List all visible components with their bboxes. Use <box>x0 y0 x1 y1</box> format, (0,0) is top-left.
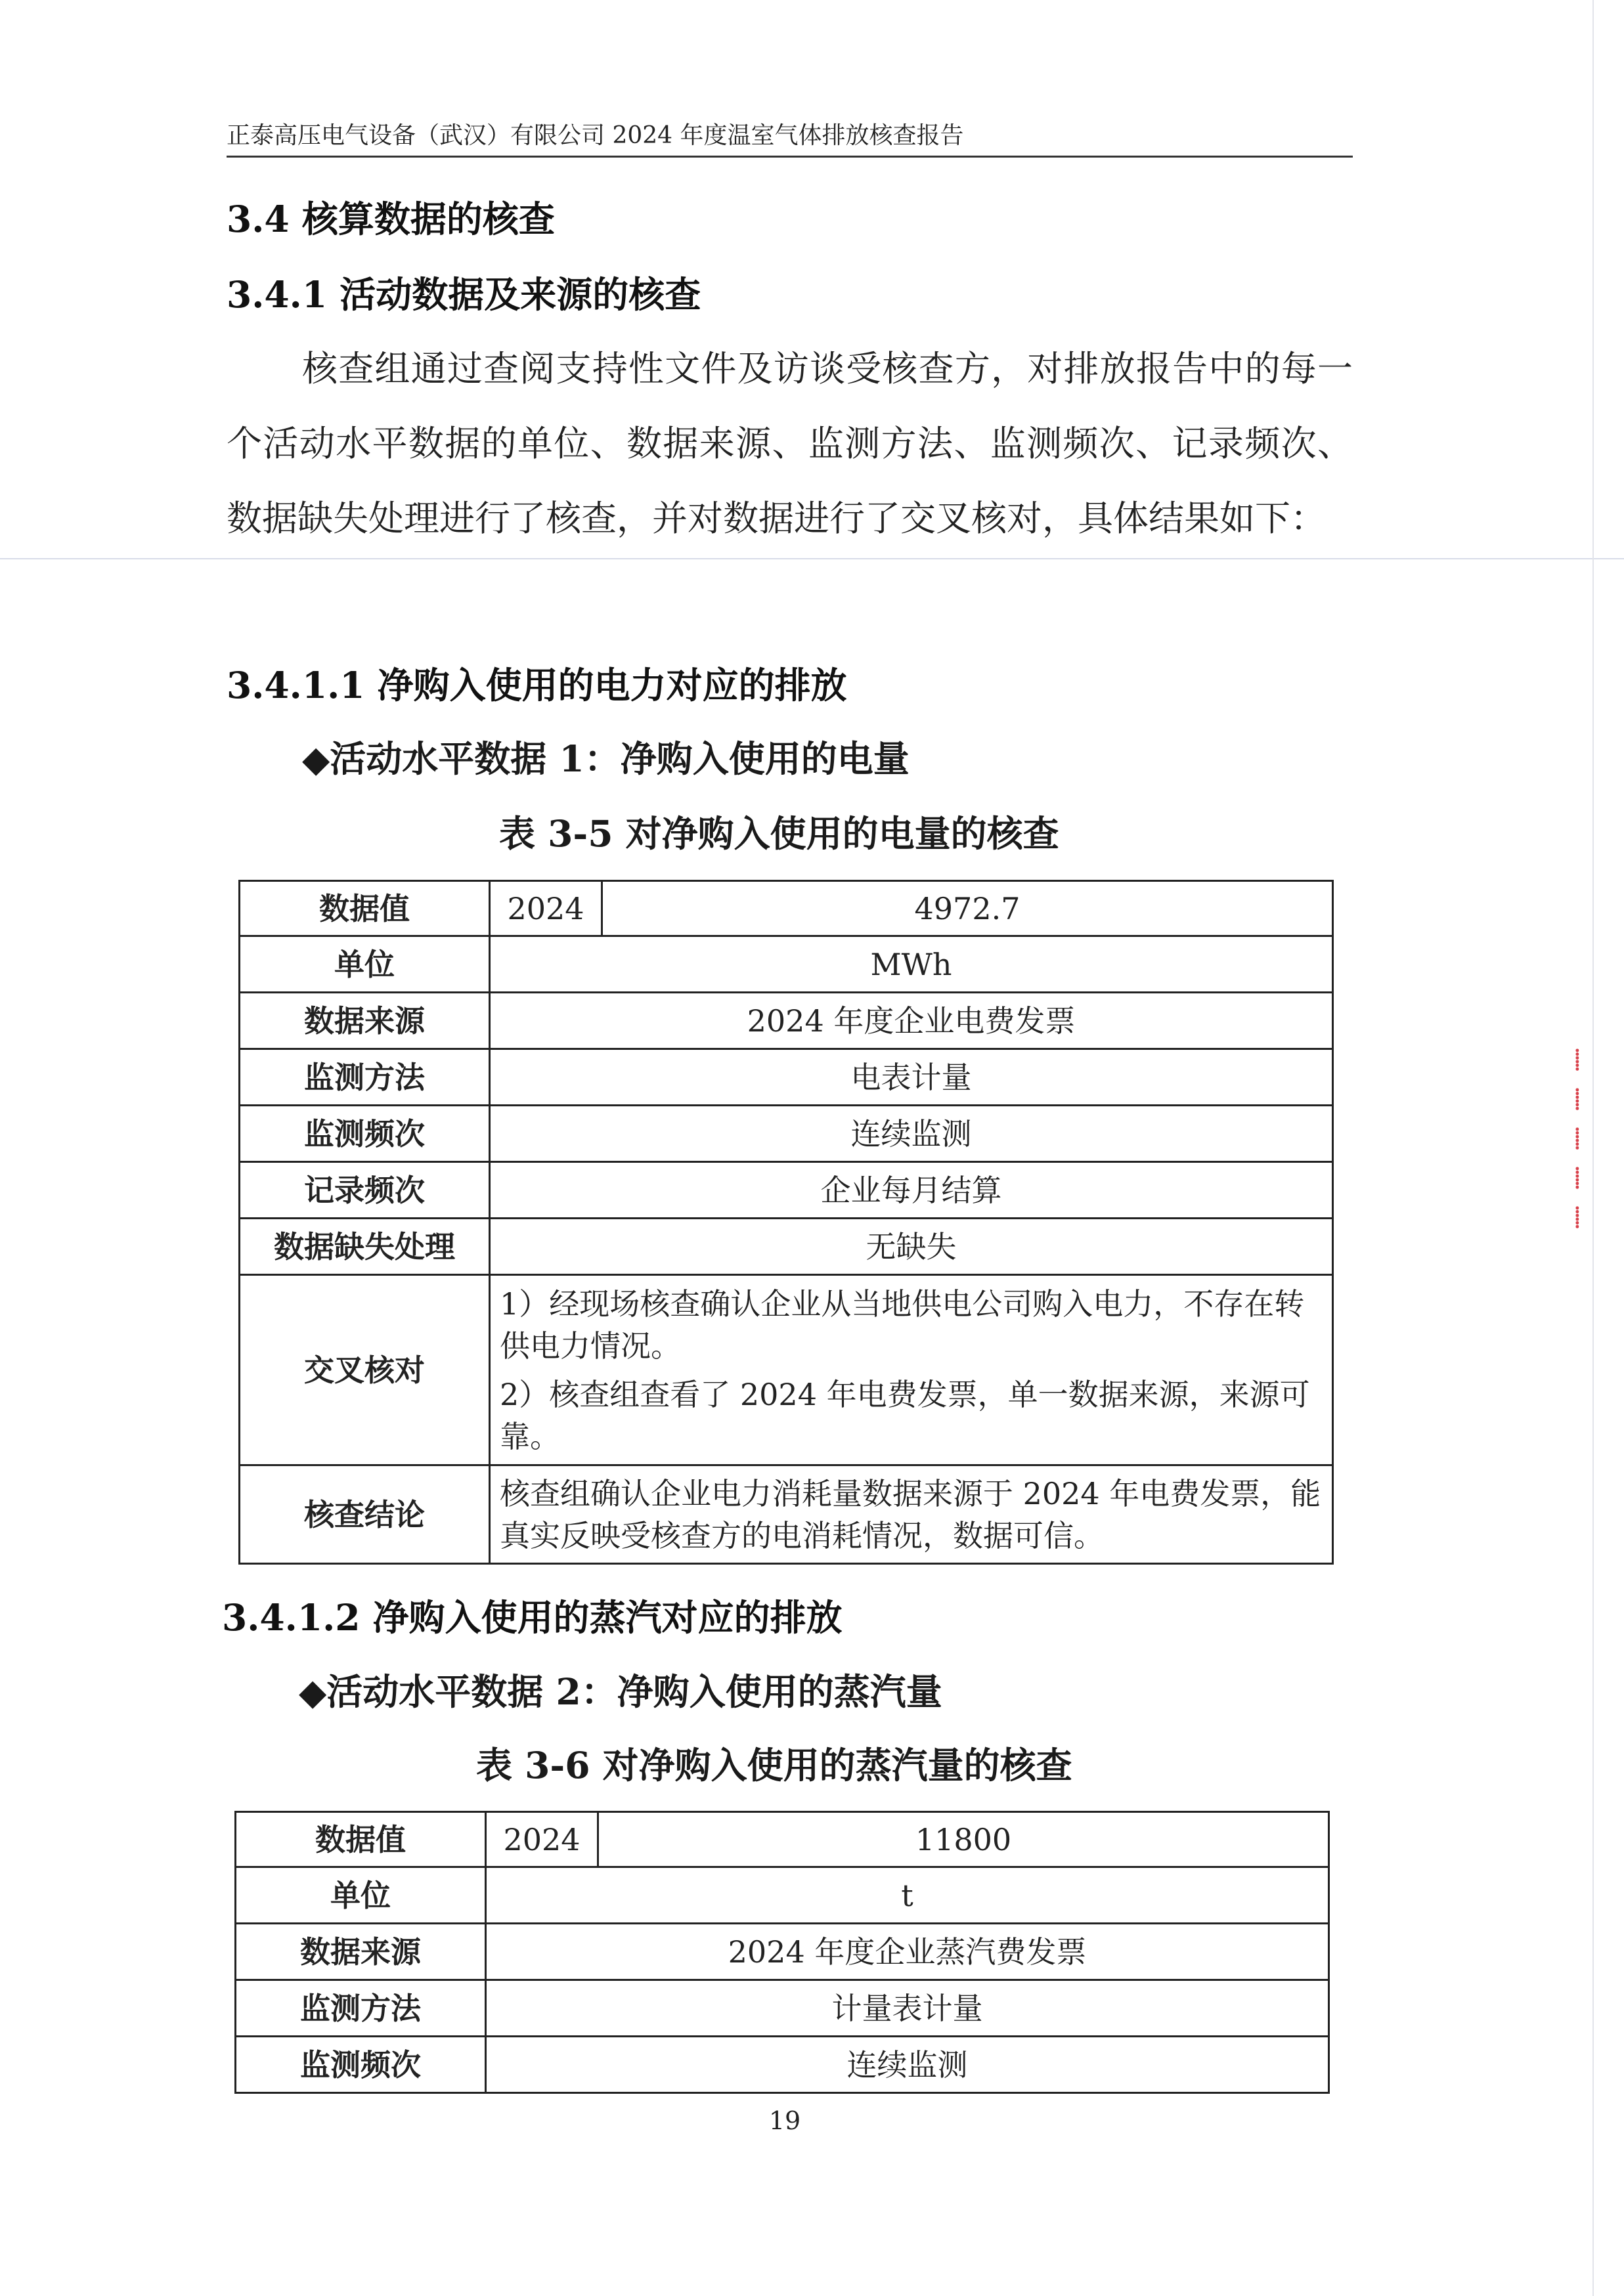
row-label: 数据缺失处理 <box>240 1219 490 1275</box>
seal-stamp-fragment: ⸽ ⸽ ⸽ ⸽ ⸽ <box>1575 1049 1580 1229</box>
table-3-6 <box>234 1811 1330 2094</box>
scan-artifact-edge <box>1592 0 1594 2296</box>
unit-cell: MWh <box>490 936 1333 993</box>
year-cell: 2024 <box>490 881 602 936</box>
freq-cell: 连续监测 <box>486 2037 1329 2093</box>
page-number: 19 <box>768 2106 801 2135</box>
table-row <box>240 1275 1333 1465</box>
year-cell: 2024 <box>486 1812 598 1867</box>
value-cell: 4972.7 <box>602 881 1333 936</box>
record-cell: 企业每月结算 <box>490 1162 1333 1219</box>
table-3-5-caption: 表 3-5 对净购入使用的电量的核查 <box>499 812 1059 855</box>
heading-3-4: 3.4 核算数据的核查 <box>227 198 555 240</box>
row-label: 单位 <box>236 1867 486 1924</box>
source-cell: 2024 年度企业电费发票 <box>490 993 1333 1049</box>
row-label: 监测方法 <box>240 1049 490 1106</box>
table-row <box>236 1980 1329 2037</box>
table-3-6-caption: 表 3-6 对净购入使用的蒸汽量的核查 <box>476 1744 1072 1787</box>
row-label: 监测方法 <box>236 1980 486 2037</box>
heading-3-4-1: 3.4.1 活动数据及来源的核查 <box>227 273 701 316</box>
row-label: 数据值 <box>236 1812 486 1867</box>
freq-cell: 连续监测 <box>490 1106 1333 1162</box>
row-label: 监测频次 <box>240 1106 490 1162</box>
cross-check-cell <box>490 1275 1333 1465</box>
table-row <box>240 1162 1333 1219</box>
row-label: 监测频次 <box>236 2037 486 2093</box>
heading-3-4-1-1: 3.4.1.1 净购入使用的电力对应的排放 <box>227 664 847 706</box>
table-row <box>236 1924 1329 1980</box>
cross-check-item-2: 2）核查组查看了 2024 年电费发票，单一数据来源，来源可靠。 <box>500 1376 1310 1454</box>
row-label: 数据来源 <box>240 993 490 1049</box>
table-row <box>240 936 1333 993</box>
unit-cell: t <box>486 1867 1329 1924</box>
row-label: 核查结论 <box>240 1465 490 1564</box>
value-cell: 11800 <box>598 1812 1329 1867</box>
row-label: 交叉核对 <box>240 1275 490 1465</box>
table-row <box>236 2037 1329 2093</box>
missing-cell: 无缺失 <box>490 1219 1333 1275</box>
row-label: 单位 <box>240 936 490 993</box>
scan-artifact-line <box>0 558 1624 559</box>
table-row <box>240 1219 1333 1275</box>
running-header: 正泰高压电气设备（武汉）有限公司 2024 年度温室气体排放核查报告 <box>227 117 1353 158</box>
heading-3-4-1-2: 3.4.1.2 净购入使用的蒸汽对应的排放 <box>222 1596 843 1639</box>
table-3-5 <box>238 880 1334 1565</box>
table-row <box>240 1106 1333 1162</box>
row-label: 记录频次 <box>240 1162 490 1219</box>
source-cell: 2024 年度企业蒸汽费发票 <box>486 1924 1329 1980</box>
method-cell: 电表计量 <box>490 1049 1333 1106</box>
method-cell: 计量表计量 <box>486 1980 1329 2037</box>
cross-check-item-1: 1）经现场核查确认企业从当地供电公司购入电力，不存在转供电力情况。 <box>500 1286 1305 1364</box>
table-row <box>236 1867 1329 1924</box>
table-row <box>240 1049 1333 1106</box>
activity-data-2-bullet: ◆活动水平数据 2：净购入使用的蒸汽量 <box>299 1670 942 1713</box>
activity-data-1-bullet: ◆活动水平数据 1：净购入使用的电量 <box>302 737 910 780</box>
intro-paragraph: 核查组通过查阅支持性文件及访谈受核查方，对排放报告中的每一个活动水平数据的单位、数据来源、监测方法、监测频次、记录频次、数据缺失处理进行了核查，并对数据进行了交叉核对，具体结果如下： <box>227 348 1353 539</box>
row-label: 数据值 <box>240 881 490 936</box>
conclusion-cell: 核查组确认企业电力消耗量数据来源于 2024 年电费发票，能真实反映受核查方的电消耗情况，数据可信。 <box>490 1465 1333 1564</box>
table-row <box>236 1812 1329 1867</box>
table-row <box>240 1465 1333 1564</box>
row-label: 数据来源 <box>236 1924 486 1980</box>
table-row <box>240 881 1333 936</box>
table-row <box>240 993 1333 1049</box>
